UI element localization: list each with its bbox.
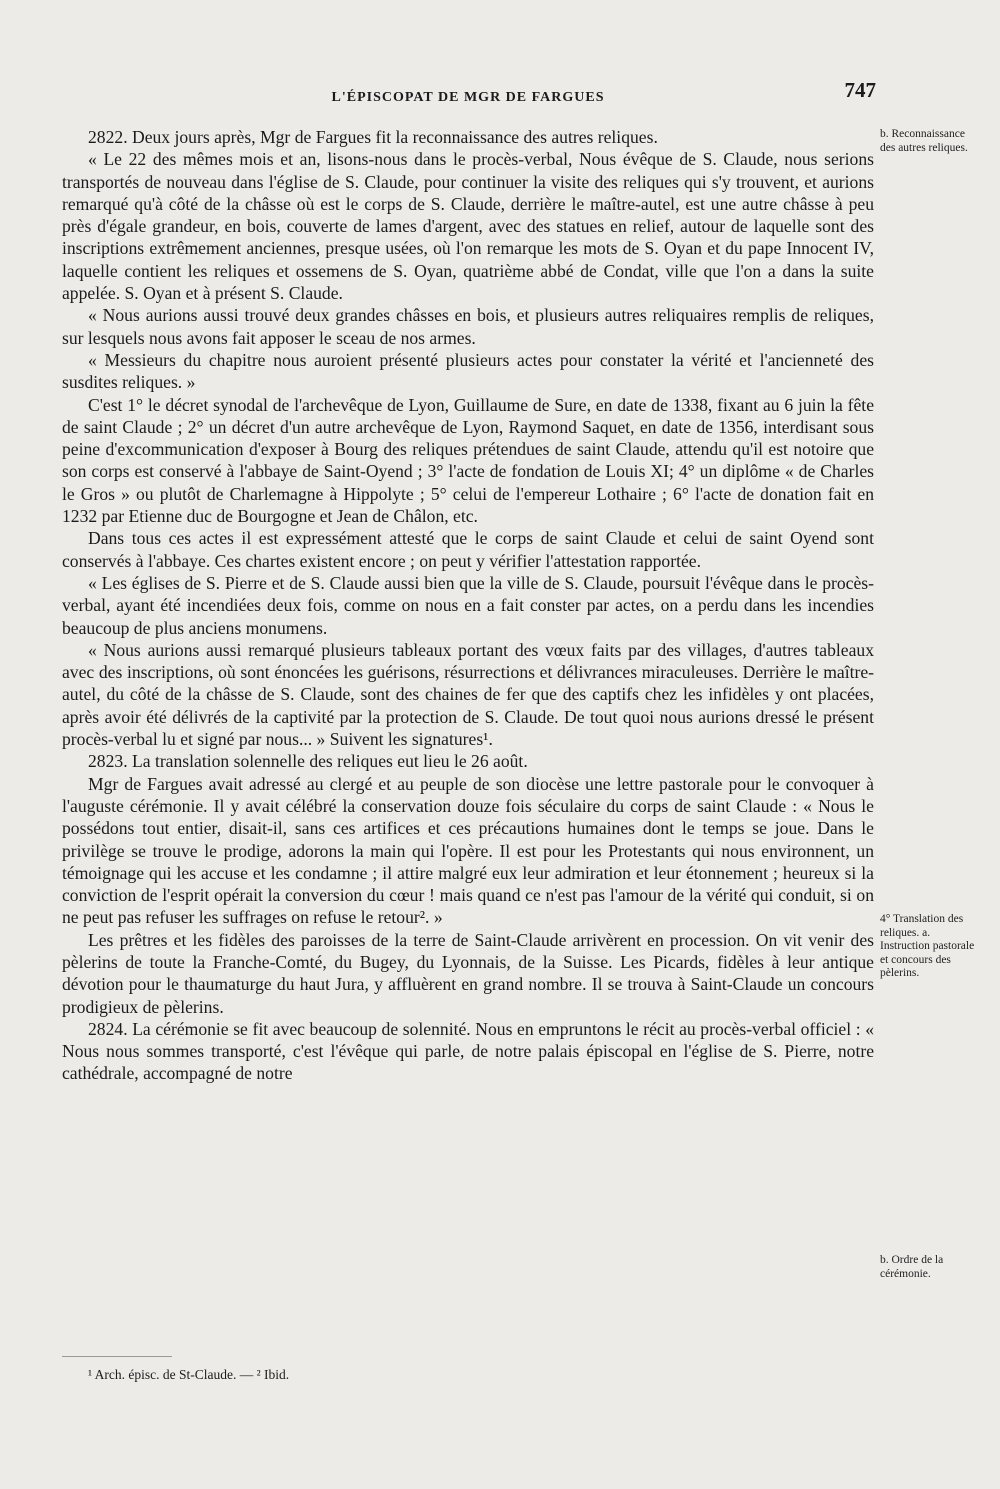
margin-note-reconnaissance: b. Reconnaissance des autres reliques.	[880, 128, 968, 154]
footnote-divider	[62, 1356, 172, 1357]
paragraph: « Le 22 des mêmes mois et an, lisons-nous dans le procès-verbal, Nous évêque de S. Claude, nous serions transportés de nouveau dans l'église de S. Claude, pour continuer la visite des reliques qui s'y trouvent, et aurions remarqué qu'à côté de la châsse où est le corps de S. Claude, derrière le maître-autel, est une autre châsse à peu près d'égale grandeur, en bois, couverte de lames d'argent, avec des statues en relief, autour de laquelle sont des inscriptions extrêmement anciennes, presque usées, où l'on remarque les mots de S. Oyan et du pape Innocent IV, laquelle contient les reliques et ossemens de S. Oyan, quatrième abbé de Condat, ville que l'on a dans la suite appelée. S. Oyan et à présent S. Claude.	[62, 149, 874, 304]
paragraph: Mgr de Fargues avait adressé au clergé et au peuple de son diocèse une lettre pastorale pour le convoquer à l'auguste cérémonie. Il y avait célébré la conservation douze fois séculaire du corps de saint Claude : « Nous le possédons tout entier, disait-il, sans ces artifices et ces précautions humaines dont le temps se joue. Dans le privilège se trouve le prodige, adorons la main qui l'opère. Il est pour les Protestants qui nous environnent, un témoignage qui les accuse et les condamne ; il attire malgré eux leur admiration et leur étonnement ; heureux si la conviction de l'esprit opérait la conversion du cœur ! mais quand ce n'est pas l'amour de la vérité qui conduit, si on ne peut pas refuser les suffrages on refuse le retour². »	[62, 773, 874, 928]
paragraph: « Messieurs du chapitre nous auroient présenté plusieurs actes pour constater la vérité et l'ancienneté des susdites reliques. »	[62, 349, 874, 393]
paragraph: Dans tous ces actes il est expressément attesté que le corps de saint Claude et celui de saint Oyend sont conservés à l'abbaye. Ces chartes existent encore ; on peut y vérifier l'attestation rapportée.	[62, 528, 874, 571]
page-number: 747	[844, 78, 876, 102]
paragraph: « Nous aurions aussi trouvé deux grandes châsses en bois, et plusieurs autres reliquaires remplis de reliques, sur lesquels nous avons fait apposer le sceau de nos armes.	[62, 305, 874, 348]
page-header	[60, 78, 876, 112]
paragraph: « Nous aurions aussi remarqué plusieurs tableaux portant des vœux faits par des villages, d'autres tableaux avec des inscriptions, où sont énoncées les guérisons, résurrections et délivrances miraculeuses. Derrière le maître-autel, du côté de la châsse de S. Claude, sont des chaines de fer que des captifs chez les infidèles y ont placées, après avoir été délivrés de la captivité par la protection de S. Claude. De tout quoi nous aurions dressé le présent procès-verbal lu et signé par nous... » Suivent les signatures¹.	[62, 639, 874, 750]
margin-note-translation: 4° Translation des reliques. a. Instruction pastorale et concours des pèlerins.	[880, 913, 975, 979]
footnotes: ¹ Arch. épisc. de St-Claude. — ² Ibid.	[88, 1367, 290, 1382]
paragraph: 2823. La translation solennelle des reliques eut lieu le 26 août.	[88, 751, 528, 772]
main-text	[62, 126, 874, 1085]
paragraph: 2822. Deux jours après, Mgr de Fargues fit la reconnaissance des autres reliques.	[88, 127, 658, 147]
margin-note-ordre: b. Ordre de la cérémonie.	[880, 1254, 944, 1280]
paragraph: 2824. La cérémonie se fit avec beaucoup de solennité. Nous en empruntons le récit au procès-verbal officiel : « Nous nous sommes transporté, c'est l'évêque qui parle, de notre palais épiscopal en l'église de S. Pierre, notre cathédrale, accompagné de notre	[62, 1018, 874, 1084]
running-title: L'ÉPISCOPAT DE MGR DE FARGUES	[331, 90, 605, 105]
paragraph: C'est 1° le décret synodal de l'archevêque de Lyon, Guillaume de Sure, en date de 1338, fixant au 6 juin la fête de saint Claude ; 2° un décret d'un autre archevêque de Lyon, Raymond Saquet, en date de 1356, interdisant sous peine d'excommunication d'exposer à Bourg des reliques prétendues de saint Claude, attendu qu'il est notoire que son corps est conservé à l'abbaye de Saint-Oyend ; 3° l'acte de fondation de Louis XI; 4° un diplôme « de Charles le Gros » ou plutôt de Charlemagne à Hippolyte ; 5° celui de l'empereur Lothaire ; 6° l'acte de donation fait en 1232 par Etienne duc de Bourgogne et Jean de Châlon, etc.	[62, 394, 874, 527]
paragraph: « Les églises de S. Pierre et de S. Claude aussi bien que la ville de S. Claude, poursuit l'évêque dans le procès-verbal, ayant été incendiées deux fois, comme on nous en a fait conster par actes, on a perdu dans les incendies beaucoup de plus anciens monumens.	[62, 572, 874, 638]
paragraph: Les prêtres et les fidèles des paroisses de la terre de Saint-Claude arrivèrent en procession. On vit venir des pèlerins de toute la Franche-Comté, du Bugey, du Lyonnais, de la Suisse. Les Picards, fidèles à leur antique dévotion pour le thaumaturge du haut Jura, y affluèrent en grand nombre. Il se trouva à Saint-Claude un concours prodigieux de pèlerins.	[62, 929, 874, 1017]
